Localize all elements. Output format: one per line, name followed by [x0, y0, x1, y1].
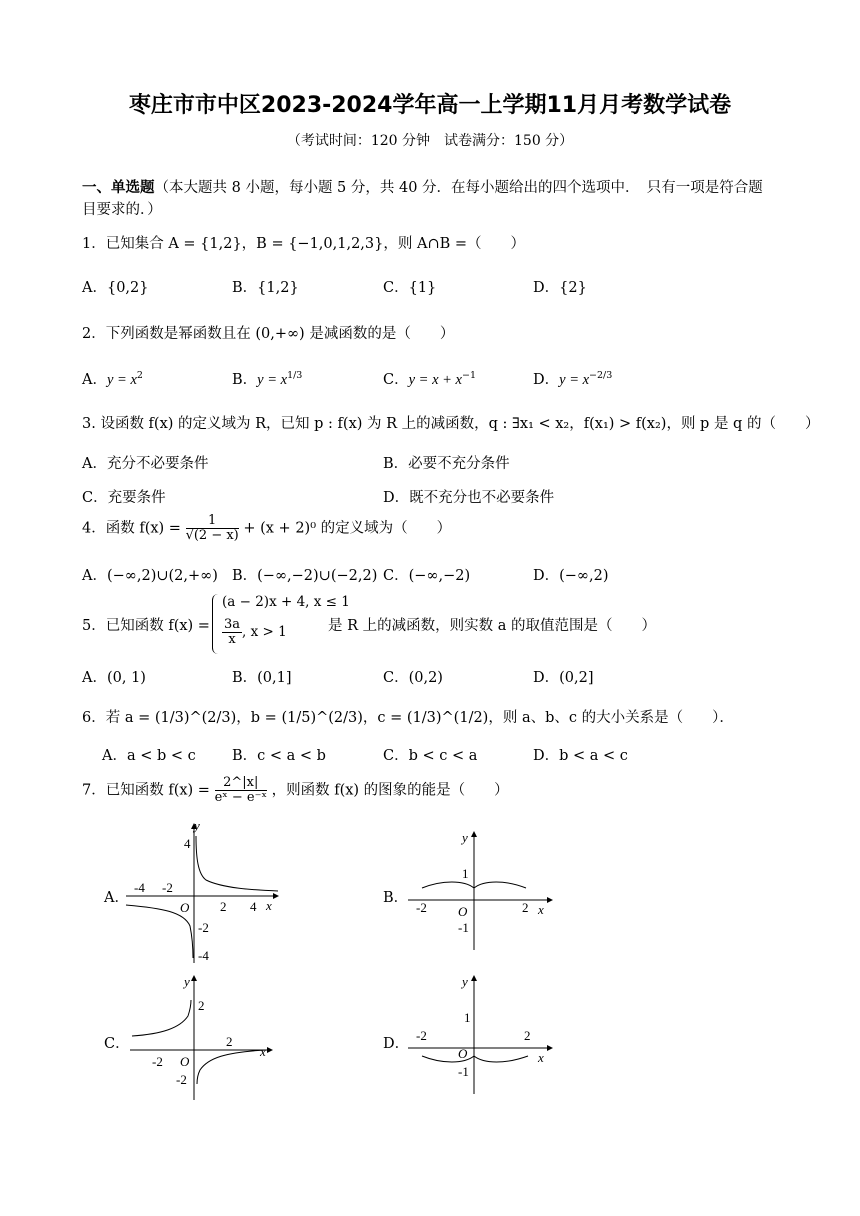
- graph-a-tick-x-4: 4: [250, 899, 257, 914]
- q5-stem-pre: 5．已知函数 f(x) =: [82, 618, 210, 634]
- graph-d-tick-x-2: 2: [524, 1028, 531, 1043]
- q1-option-c: C．{1}: [383, 280, 437, 296]
- q2-option-d-letter: D．: [533, 372, 560, 388]
- q5-case-2: [222, 618, 287, 647]
- q4-stem-pre: 4．函数 f(x) =: [82, 520, 181, 537]
- graph-c-tick-y-2: 2: [198, 998, 205, 1013]
- graph-d-tick-x-neg2: -2: [416, 1028, 427, 1043]
- q6-option-b: B．c < a < b: [232, 748, 326, 764]
- section-desc-line1: （本大题共 8 小题，每小题 5 分，共 40 分．在每小题给出的四个选项中． 只有一项是符合题: [154, 180, 763, 196]
- graph-d-tick-y-neg1: -1: [458, 1064, 469, 1079]
- graph-b-tick-y-1: 1: [462, 866, 469, 881]
- q5-case-1: (a − 2)x + 4, x ≤ 1: [222, 594, 350, 610]
- q5-option-a: A．(0, 1): [82, 670, 146, 686]
- graph-a-tick-x-2: 2: [220, 899, 227, 914]
- q7-option-d: D．: [383, 1036, 410, 1052]
- graph-a-tick-x-neg4: -4: [134, 880, 145, 895]
- graph-a-tick-x-neg2: -2: [162, 880, 173, 895]
- graph-c-curve-right: [197, 1050, 266, 1084]
- q7-option-a: A．: [104, 890, 129, 906]
- q1-option-d: D．{2}: [533, 280, 587, 296]
- q4-frac-den: √(2 − x): [185, 528, 239, 543]
- q3-option-b: B．必要不充分条件: [383, 456, 510, 472]
- q2-option-a-math: y = x: [106, 372, 137, 388]
- q7-option-b: B．: [383, 890, 409, 906]
- graph-d-tick-y-1: 1: [464, 1010, 471, 1025]
- q2-option-d-math: y = x: [559, 372, 590, 388]
- graph-b-y-label: y: [462, 830, 468, 845]
- graph-a-origin: O: [180, 900, 190, 915]
- q2-option-b-letter: B．: [232, 372, 258, 388]
- q4-stem-post: + (x + 2)⁰ 的定义域为（ ）: [243, 520, 452, 537]
- q2-option-c-letter: C．: [383, 372, 409, 388]
- graph-b-tick-x-neg2: -2: [416, 900, 427, 915]
- q5-case2-num: 3a: [224, 617, 241, 632]
- graph-a: [122, 818, 282, 966]
- question-4-stem: [82, 514, 451, 543]
- section-heading: 一、单选题: [82, 179, 155, 196]
- q2-option-c: [383, 368, 476, 389]
- graph-d-curve: [422, 1056, 528, 1062]
- q4-option-c: C．(−∞,−2): [383, 568, 471, 584]
- question-1-stem: 1．已知集合 A = {1,2}，B = {−1,0,1,2,3}，则 A∩B =（ ）: [82, 236, 526, 252]
- q2-option-d: [533, 368, 612, 389]
- graph-c-tick-y-neg2: -2: [176, 1072, 187, 1087]
- q4-option-d: D．(−∞,2): [533, 568, 609, 584]
- graph-d-origin: O: [458, 1046, 468, 1061]
- q7-stem-post: ，则函数 f(x) 的图象的能是（ ）: [271, 782, 509, 799]
- q2-option-b: [232, 368, 302, 389]
- graph-c-curve-left: [132, 1000, 191, 1036]
- q5-option-d: D．(0,2]: [533, 670, 594, 686]
- exam-info: （考试时间：120 分钟 试卷满分：150 分）: [286, 133, 574, 149]
- q2-option-d-exp: −2/3: [589, 370, 613, 382]
- q2-option-b-math: y = x: [257, 372, 288, 388]
- graph-b-origin: O: [458, 904, 468, 919]
- graph-b-x-label: x: [538, 902, 544, 917]
- graph-d: [404, 972, 564, 1100]
- q5-case2-cond: , x > 1: [242, 624, 287, 640]
- graph-a-y-label: y: [194, 818, 200, 833]
- q5-stem-post: 是 R 上的减函数，则实数 a 的取值范围是（ ）: [328, 618, 656, 634]
- q2-option-a: [82, 368, 143, 389]
- q6-option-d: D．b < a < c: [533, 748, 628, 764]
- q7-fraction: [215, 776, 267, 805]
- q6-option-c: C．b < c < a: [383, 748, 478, 764]
- graph-d-y-label: y: [462, 974, 468, 989]
- graph-a-tick-y-neg4: -4: [198, 948, 209, 963]
- graph-c-tick-x-2: 2: [226, 1034, 233, 1049]
- question-2-stem: 2．下列函数是幂函数且在 (0,+∞) 是减函数的是（ ）: [82, 326, 455, 342]
- q5-option-c: C．(0,2): [383, 670, 443, 686]
- q2-option-c-math: y = x + x: [408, 372, 462, 388]
- graph-c-y-label: y: [184, 974, 190, 989]
- graph-a-tick-y-4: 4: [184, 836, 191, 851]
- question-7-stem: [82, 776, 509, 805]
- q1-option-b: B．{1,2}: [232, 280, 299, 296]
- q5-brace: [212, 594, 221, 654]
- q1-option-a: A．{0,2}: [82, 280, 149, 296]
- graph-b: [404, 828, 564, 954]
- q4-option-b: B．(−∞,−2)∪(−2,2): [232, 568, 378, 584]
- q3-option-c: C．充要条件: [82, 490, 166, 506]
- q3-option-d: D．既不充分也不必要条件: [383, 490, 555, 506]
- q4-option-a: A．(−∞,2)∪(2,+∞): [82, 568, 218, 584]
- graph-c-tick-x-neg2: -2: [152, 1054, 163, 1069]
- graph-d-x-label: x: [538, 1050, 544, 1065]
- q7-frac-den: eˣ − e⁻ˣ: [214, 790, 267, 805]
- q2-option-b-exp: 1/3: [287, 370, 303, 382]
- q7-option-c: C．: [104, 1036, 130, 1052]
- graph-b-tick-y-neg1: -1: [458, 920, 469, 935]
- q4-fraction: [186, 514, 239, 543]
- q2-option-a-exp: 2: [136, 370, 143, 382]
- q6-option-a: A．a < b < c: [102, 748, 196, 764]
- q7-stem-pre: 7．已知函数 f(x) =: [82, 782, 210, 799]
- q5-case2-den: x: [228, 632, 236, 647]
- q4-frac-num: 1: [186, 514, 239, 529]
- q5-case2-fraction: [222, 618, 242, 647]
- graph-c: [126, 972, 282, 1102]
- q5-option-b: B．(0,1]: [232, 670, 292, 686]
- graph-c-origin: O: [180, 1054, 190, 1069]
- graph-a-x-label: x: [266, 898, 272, 913]
- question-3-stem: 3. 设函数 f(x) 的定义域为 R，已知 p : f(x) 为 R 上的减函数，q : ∃x₁ < x₂，f(x₁) > f(x₂)，则 p 是 q 的（ ）: [82, 416, 820, 432]
- q3-option-a: A．充分不必要条件: [82, 456, 209, 472]
- q2-option-c-exp: −1: [462, 370, 477, 382]
- page-title: 枣庄市市中区2023-2024学年高一上学期11月月考数学试卷: [128, 93, 732, 118]
- graph-b-tick-x-2: 2: [522, 900, 529, 915]
- graph-a-curve-right: [196, 836, 278, 891]
- graph-a-tick-y-neg2: -2: [198, 920, 209, 935]
- graph-c-x-label: x: [260, 1044, 266, 1059]
- section-desc: [82, 176, 763, 197]
- section-desc-line2: 目要求的．）: [82, 202, 162, 218]
- q7-frac-num: 2^|x|: [215, 776, 267, 791]
- q2-option-a-letter: A．: [82, 372, 107, 388]
- question-6-stem: 6．若 a = (1/3)^(2/3)，b = (1/5)^(2/3)，c = (1/3)^(1/2)，则 a、b、c 的大小关系是（ ）．: [82, 710, 734, 726]
